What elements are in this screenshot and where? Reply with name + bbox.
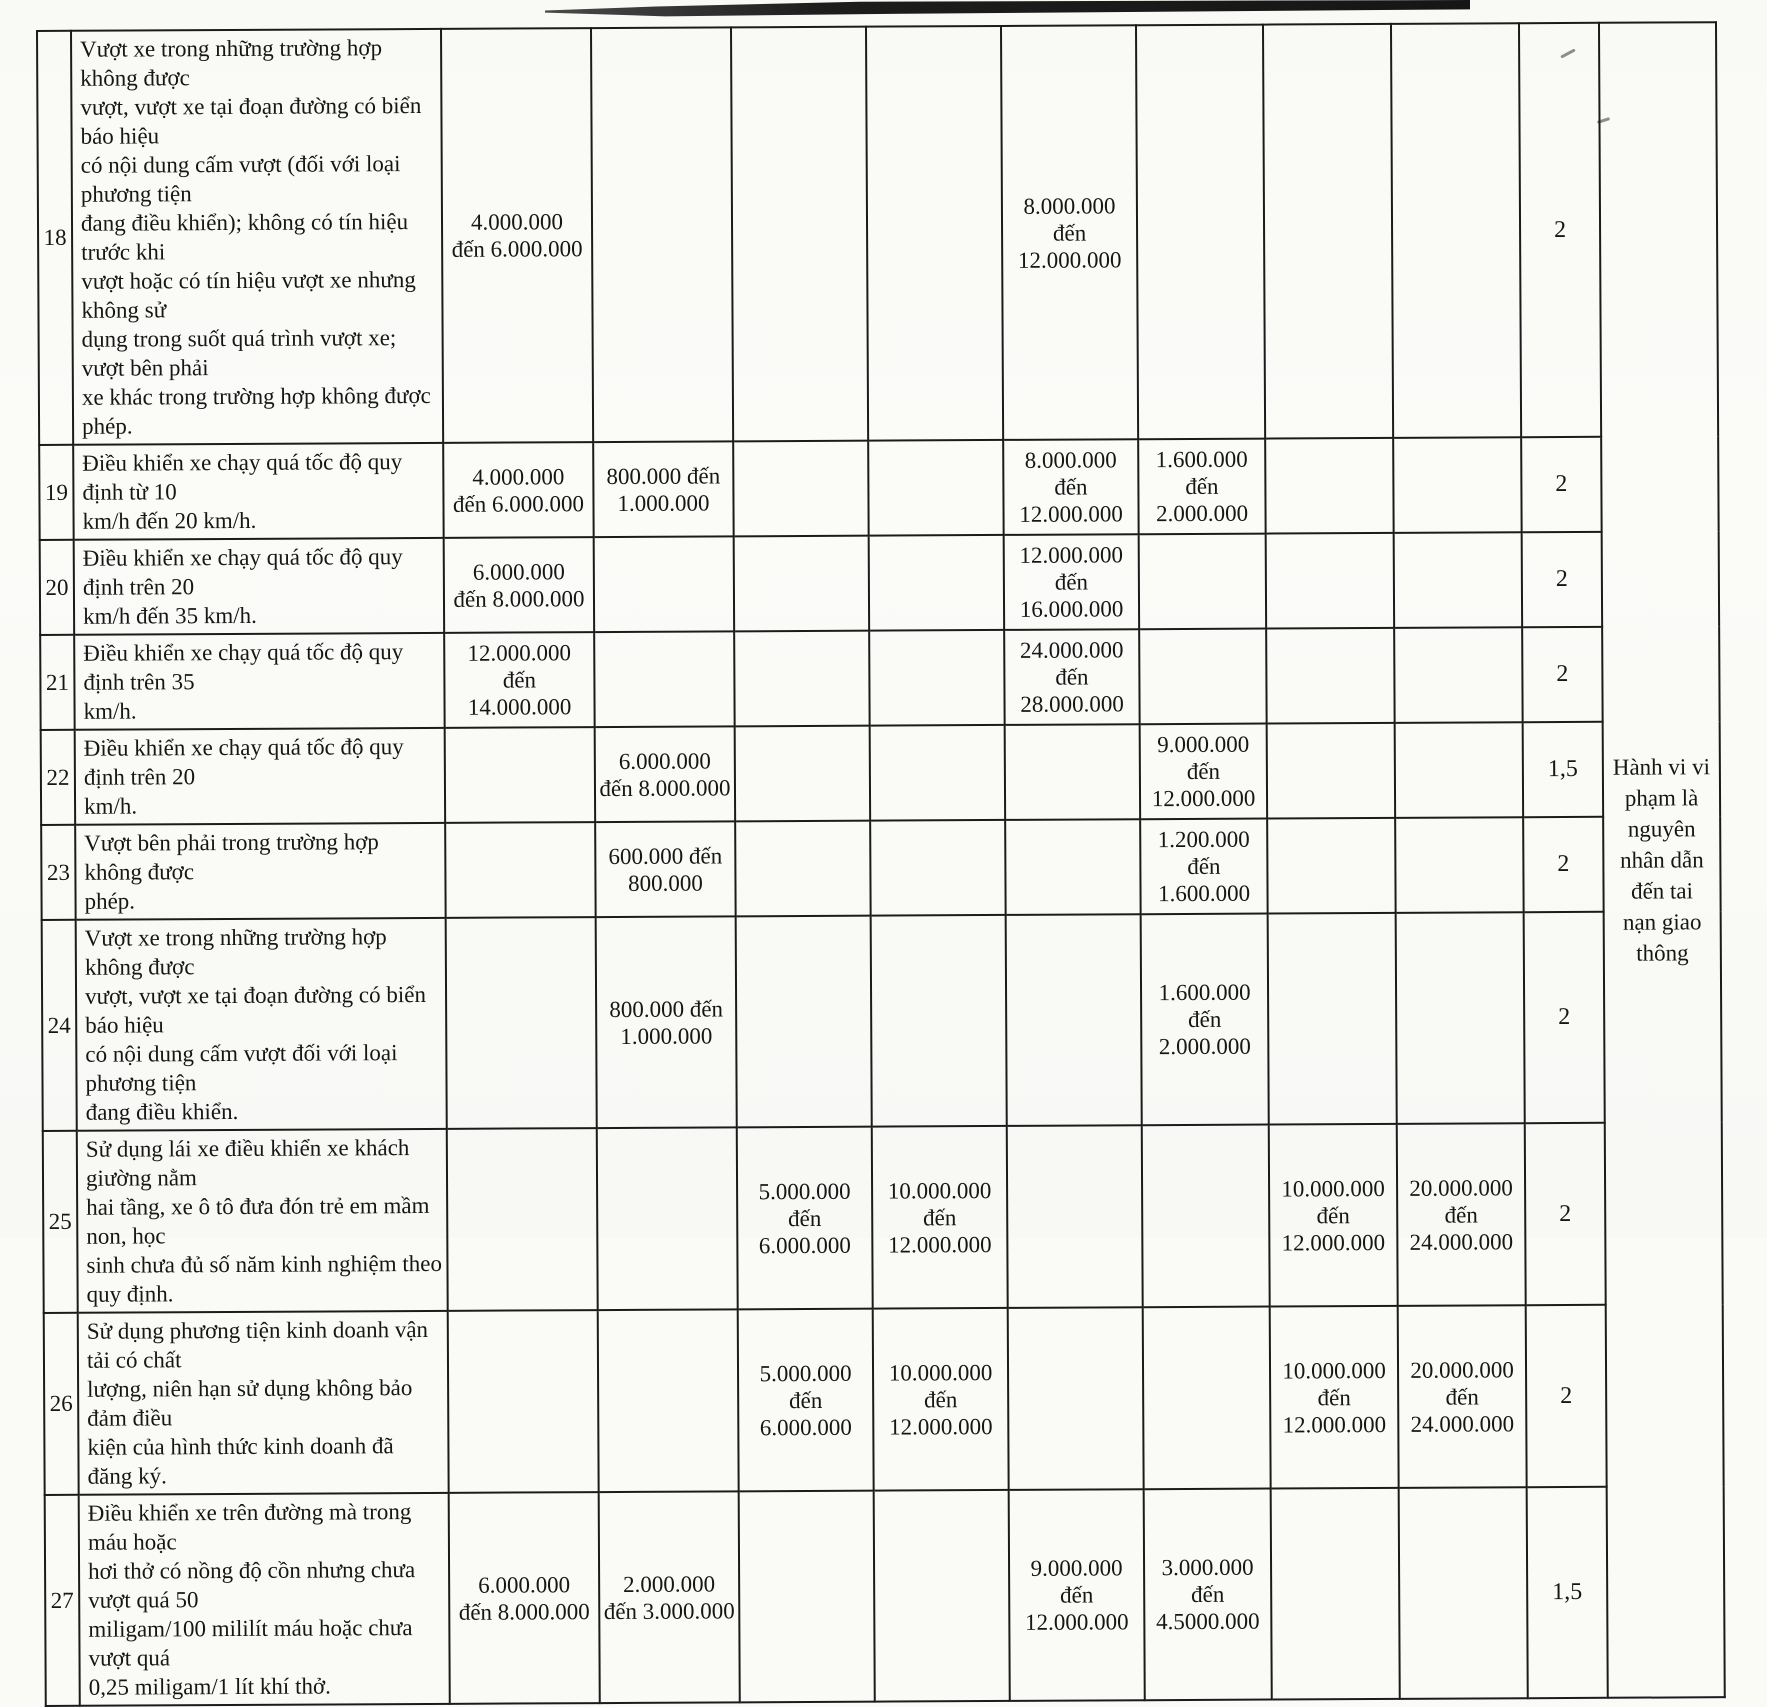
points-cell: 2 [1525,1123,1606,1305]
fine-range-cell: 10.000.000 đến 12.000.000 [873,1308,1009,1491]
violation-description: Điều khiển xe chạy quá tốc độ quy định trên 20 km/h. [75,728,445,825]
row-number: 20 [40,540,74,635]
fine-range-cell: 9.000.000 đến 12.000.000 [1140,724,1267,820]
fine-range-cell: 6.000.000 đến 8.000.000 [595,726,735,822]
fine-range-cell [734,631,869,727]
fine-range-cell [448,1310,599,1493]
fine-range-cell [869,535,1004,631]
fine-range-cell [1393,437,1521,533]
violation-description: Sử dụng lái xe điều khiển xe khách giường nằm hai tầng, xe ô tô đưa đón trẻ em mầm non, học sinh chưa đủ số năm kinh nghiệm theo quy định. [77,1129,448,1313]
fine-range-cell [597,1127,738,1310]
fine-range-cell [1267,818,1395,914]
fine-range-cell [1136,25,1265,440]
fine-range-cell: 20.000.000 đến 24.000.000 [1397,1123,1526,1306]
fine-range-cell [1395,722,1523,818]
fine-range-cell [1399,1487,1528,1699]
violation-description: Vượt bên phải trong trường hợp không được phép. [75,823,445,920]
points-cell: 2 [1522,532,1602,627]
fine-range-cell: 800.000 đến 1.000.000 [596,916,737,1128]
row-number: 26 [44,1313,79,1495]
fine-range-cell: 800.000 đến 1.000.000 [593,441,733,537]
fine-range-cell: 20.000.000 đến 24.000.000 [1398,1305,1527,1488]
fine-range-cell [446,917,597,1129]
fine-range-cell: 8.000.000 đến 12.000.000 [1003,439,1138,535]
table-row [40,626,1719,730]
fine-range-cell: 600.000 đến 800.000 [595,821,735,917]
table-row [41,721,1720,825]
table-row [39,436,1718,540]
row-number: 27 [45,1495,80,1706]
fine-range-cell: 10.000.000 đến 12.000.000 [1270,1306,1399,1489]
fine-range-cell: 10.000.000 đến 12.000.000 [1269,1124,1398,1307]
violation-description: Điều khiển xe trên đường mà trong máu hoặc hơi thở có nồng độ cồn nhưng chưa vượt quá 50 miligam/100 mililít máu hoặc chưa vượt quá 0,25 miligam/1 lít khí thở. [79,1493,450,1706]
fine-range-cell [598,1309,739,1492]
fine-range-cell [1005,819,1140,915]
fine-range-cell [445,727,595,823]
points-cell: 1,5 [1523,722,1603,817]
fine-range-cell: 9.000.000 đến 12.000.000 [1009,1489,1145,1701]
table-row [43,1122,1723,1313]
violation-description: Điều khiển xe chạy quá tốc độ quy định từ 10 km/h đến 20 km/h. [73,443,443,540]
fine-range-cell [871,915,1007,1127]
fine-range-cell: 3.000.000 đến 4.5000.000 [1144,1489,1272,1701]
fine-range-cell [734,536,869,632]
fine-range-cell [870,725,1005,821]
fine-range-cell [1265,438,1393,534]
fine-range-cell [868,440,1003,536]
fine-range-cell [1005,724,1140,820]
fine-range-cell [1263,24,1393,439]
fine-range-cell: 5.000.000 đến 6.000.000 [738,1309,874,1492]
row-number: 24 [42,920,77,1131]
row-number: 23 [41,825,75,920]
fine-range-cell: 4.000.000 đến 6.000.000 [441,28,593,443]
table-row [44,1304,1724,1495]
fine-range-cell [866,26,1003,441]
fine-range-cell [735,821,870,917]
fine-range-cell [869,630,1004,726]
points-cell: 1,5 [1527,1487,1608,1698]
fine-range-cell: 8.000.000 đến 12.000.000 [1001,25,1138,440]
fine-range-cell [1391,23,1521,438]
row-number: 19 [39,445,73,540]
fine-range-cell [731,27,868,442]
fine-range-cell: 1.600.000 đến 2.000.000 [1141,914,1269,1126]
points-cell: 2 [1523,817,1603,912]
fine-range-cell [1396,912,1525,1124]
points-cell: 2 [1524,912,1605,1123]
fine-range-cell: 5.000.000 đến 6.000.000 [737,1127,873,1310]
note-cell: Hành vi vi phạm là nguyên nhân dẫn đến tai nạn giao thông [1599,22,1725,1698]
fine-range-cell: 4.000.000 đến 6.000.000 [443,442,593,538]
table-row [42,911,1722,1131]
fine-range-cell [1267,723,1395,819]
fine-range-cell [1006,914,1142,1126]
fine-range-cell [1266,533,1394,629]
fine-range-cell: 10.000.000 đến 12.000.000 [872,1126,1008,1309]
row-number: 22 [41,730,75,825]
table-row [41,816,1720,920]
fine-range-cell: 1.200.000 đến 1.600.000 [1140,819,1267,915]
fine-range-cell [1143,1307,1271,1490]
fine-range-cell [735,726,870,822]
fine-range-cell [1008,1307,1144,1490]
fine-range-cell: 12.000.000 đến 14.000.000 [444,632,594,728]
fine-range-cell [591,27,733,442]
points-cell: 2 [1521,437,1601,532]
fine-range-cell [1395,817,1523,913]
points-cell: 2 [1519,23,1601,437]
fine-range-cell [445,822,595,918]
violations-table [36,21,1726,1707]
fine-range-cell [874,1490,1010,1702]
points-cell: 2 [1522,627,1602,722]
violation-description: Sử dụng phương tiện kinh doanh vận tải có chất lượng, niên hạn sử dụng không bảo đảm điều kiện của hình thức kinh doanh đã đăng ký. [78,1311,449,1495]
fine-range-cell [1394,532,1522,628]
fine-range-cell: 2.000.000 đến 3.000.000 [599,1491,740,1703]
fine-range-cell [736,916,872,1128]
row-number: 21 [40,635,74,730]
fine-range-cell [594,631,734,727]
fine-range-cell: 24.000.000 đến 28.000.000 [1004,629,1139,725]
fine-range-cell [1139,629,1266,725]
violation-description: Điều khiển xe chạy quá tốc độ quy định trên 20 km/h đến 35 km/h. [74,538,444,635]
table-row [37,22,1718,445]
fine-range-cell [870,820,1005,916]
fine-range-cell [1266,628,1394,724]
points-cell: 2 [1526,1305,1607,1487]
scanner-edge-artifact [545,0,1470,17]
fine-range-cell [594,536,734,632]
fine-range-cell [733,441,868,537]
row-number: 18 [37,31,73,445]
fine-range-cell: 6.000.000 đến 8.000.000 [444,537,594,633]
fine-range-cell: 6.000.000 đến 8.000.000 [449,1492,600,1704]
fine-range-cell [1007,1125,1143,1308]
fine-range-cell [1142,1125,1270,1308]
fine-range-cell [739,1491,875,1703]
row-number: 25 [43,1131,78,1313]
fine-range-cell [1268,913,1397,1125]
fine-range-cell [1271,1488,1400,1700]
fine-range-cell [1394,627,1522,723]
fine-range-cell: 12.000.000 đến 16.000.000 [1004,534,1139,630]
violation-description: Vượt xe trong những trường hợp không được vượt, vượt xe tại đoạn đường có biển báo hiệu có nội dung cấm vượt đối với loại phương tiện đang điều khiển. [76,918,447,1131]
violation-description: Điều khiển xe chạy quá tốc độ quy định trên 35 km/h. [74,633,444,730]
fine-range-cell [1139,534,1266,630]
fine-range-cell [447,1128,598,1311]
table-row [45,1486,1725,1706]
fine-range-cell: 1.600.000 đến 2.000.000 [1138,439,1265,535]
table-row [40,531,1719,635]
violation-description: Vượt xe trong những trường hợp không được vượt, vượt xe tại đoạn đường có biển báo hiệu có nội dung cấm vượt (đối với loại phương tiện đang điều khiển); không có tín hiệu trước khi vượt hoặc có tín hiệu vượt xe nhưng không sử dụng trong suốt quá trình vượt xe; vượt bên phải xe khác trong trường hợp không được phép. [71,29,443,445]
